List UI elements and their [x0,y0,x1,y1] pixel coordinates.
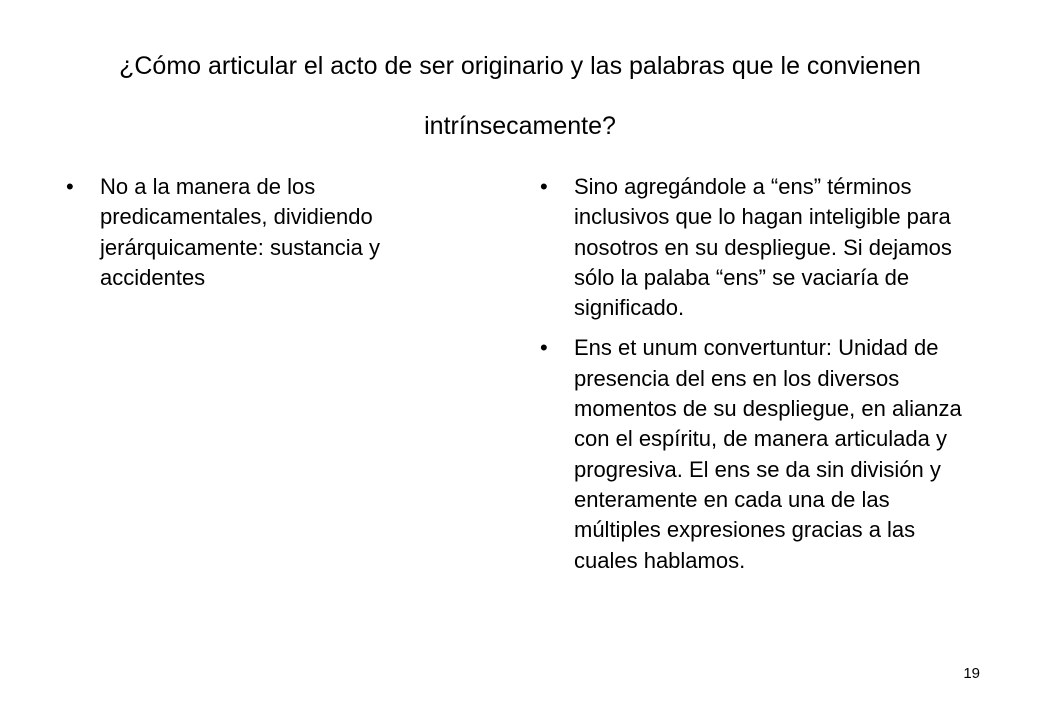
bullet-item [540,333,980,575]
bullet-text: Ens et unum convertuntur: Unidad de presencia del ens en los diversos momentos de su despliegue, en alianza con el espíritu, de manera articulada y progresiva. El ens se da sin división y enteramente en cada una de las múltiples expresiones gracias a las cuales hablamos. [574,335,962,573]
bullet-icon: • [540,174,548,199]
slide-title: ¿Cómo articular el acto de ser originario y las palabras que le convienen intrínsecamente? [119,52,921,140]
bullet-icon: • [66,174,74,199]
page-number: 19 [963,665,980,682]
bullet-item [540,172,980,323]
bullet-icon: • [540,335,548,361]
left-bullet-list [66,172,456,303]
bullet-text: No a la manera de los predicamentales, dividiendo jerárquicamente: sustancia y accidentes [100,174,381,290]
bullet-item [66,172,456,293]
bullet-text: Sino agregándole a “ens” términos inclusivos que lo hagan inteligible para nosotros en su despliegue. Si dejamos sólo la palaba “ens” se vaciaría de significado. [574,174,952,321]
right-bullet-list [540,172,980,586]
